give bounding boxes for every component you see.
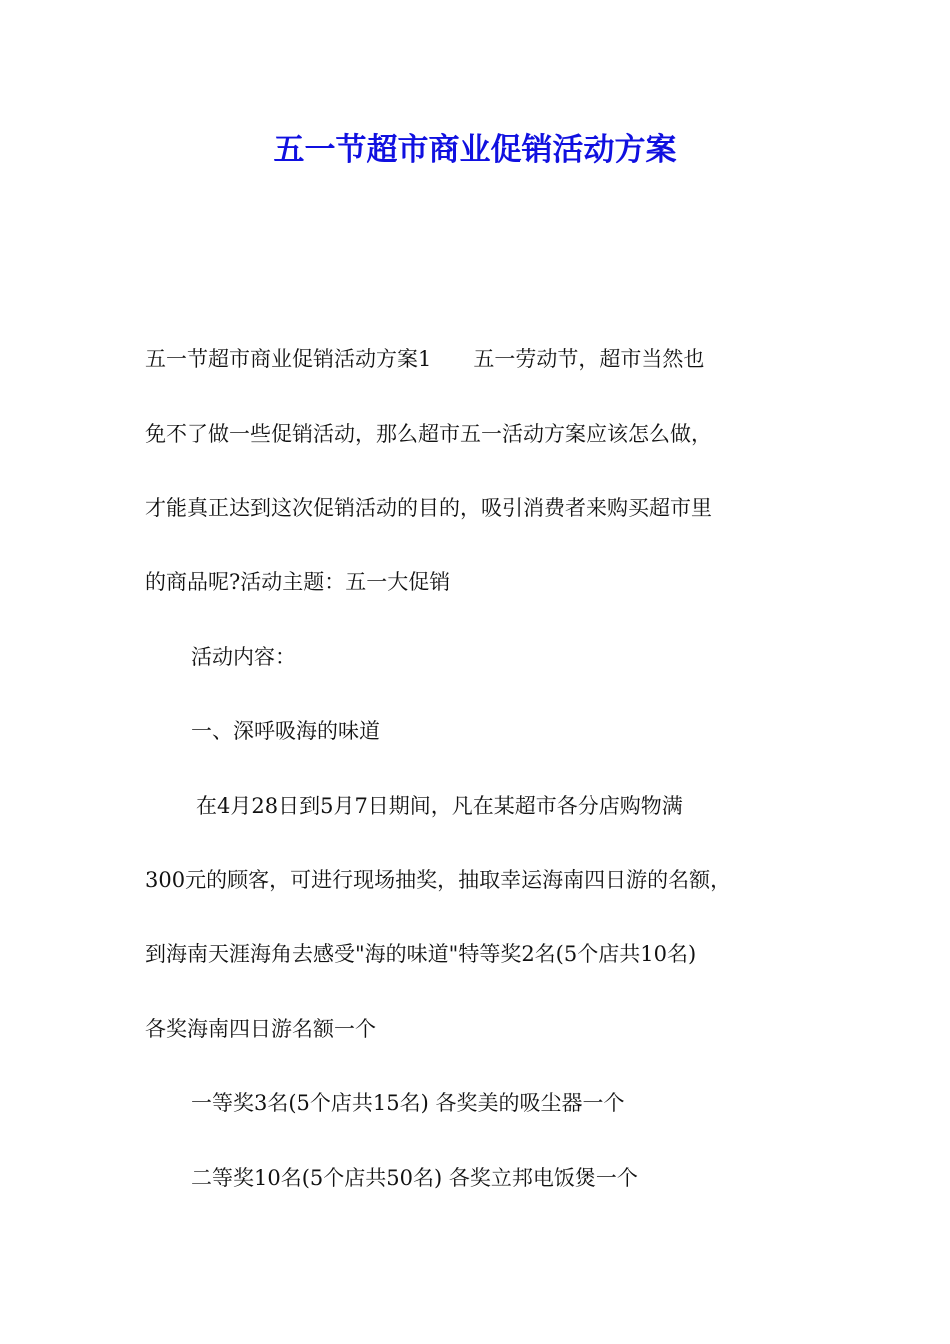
prize-line-second: 二等奖10名(5个店共50名) 各奖立邦电饭煲一个	[191, 1166, 638, 1190]
paragraph-line-2: 免不了做一些促销活动，那么超市五一活动方案应该怎么做，	[145, 422, 712, 446]
paragraph-line-9: 到海南天涯海角去感受"海的味道"特等奖2名(5个店共10名)	[145, 942, 697, 966]
paragraph-line-3: 才能真正达到这次促销活动的目的，吸引消费者来购买超市里	[145, 496, 712, 520]
paragraph-line-4: 的商品呢?活动主题：五一大促销	[145, 570, 451, 594]
paragraph-line-8: 300元的顾客，可进行现场抽奖，抽取幸运海南四日游的名额，	[145, 868, 732, 892]
section-heading-activity: 活动内容：	[191, 645, 296, 669]
document-title: 五一节超市商业促销活动方案	[273, 132, 677, 168]
paragraph-line-1: 五一节超市商业促销活动方案1 五一劳动节，超市当然也	[145, 347, 705, 371]
paragraph-line-10: 各奖海南四日游名额一个	[145, 1017, 376, 1041]
paragraph-line-7: 在4月28日到5月7日期间，凡在某超市各分店购物满	[196, 794, 683, 818]
section-heading-one: 一、深呼吸海的味道	[191, 719, 380, 743]
prize-line-first: 一等奖3名(5个店共15名) 各奖美的吸尘器一个	[191, 1091, 625, 1115]
